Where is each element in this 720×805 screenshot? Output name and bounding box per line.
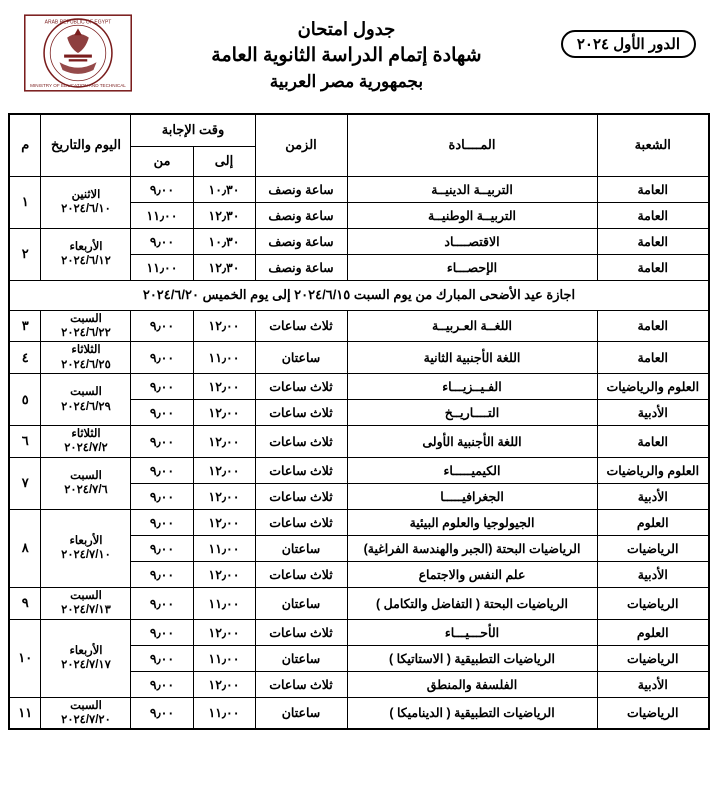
table-row	[9, 426, 709, 458]
cell-day-date	[41, 310, 131, 342]
cell-branch: الرياضيات	[597, 697, 709, 729]
cell-day: السبت	[70, 386, 102, 399]
cell-from: ٩٫٠٠	[131, 509, 193, 535]
cell-day-date	[41, 176, 131, 228]
cell-duration: ثلاث ساعات	[255, 310, 347, 342]
cell-from: ٩٫٠٠	[131, 457, 193, 483]
header-to: إلى	[193, 146, 255, 176]
cell-to: ١٢٫٠٠	[193, 561, 255, 587]
cell-day-date	[41, 697, 131, 729]
cell-to: ١٠٫٣٠	[193, 228, 255, 254]
cell-to: ١٢٫٠٠	[193, 310, 255, 342]
cell-to: ١٢٫٠٠	[193, 457, 255, 483]
cell-subject: الرياضيات التطبيقية ( الديناميكا )	[347, 697, 597, 729]
cell-from: ٩٫٠٠	[131, 671, 193, 697]
cell-from: ٩٫٠٠	[131, 400, 193, 426]
cell-branch: الرياضيات	[597, 535, 709, 561]
header-duration: الزمن	[255, 114, 347, 176]
cell-subject: الجغرافيـــــا	[347, 483, 597, 509]
cell-duration: ساعتان	[255, 645, 347, 671]
cell-duration: ثلاث ساعات	[255, 457, 347, 483]
cell-subject: الفلسفة والمنطق	[347, 671, 597, 697]
cell-to: ١١٫٠٠	[193, 697, 255, 729]
cell-day-date	[41, 587, 131, 619]
cell-day-date	[41, 374, 131, 426]
cell-subject: الإحصـــاء	[347, 254, 597, 280]
header-subject: المــــادة	[347, 114, 597, 176]
cell-day-date	[41, 342, 131, 374]
cell-no: ٦	[9, 426, 41, 458]
cell-duration: ساعة ونصف	[255, 228, 347, 254]
cell-from: ٩٫٠٠	[131, 310, 193, 342]
cell-from: ٩٫٠٠	[131, 374, 193, 400]
cell-day: الأربعاء	[69, 240, 103, 253]
cell-subject: الرياضيات التطبيقية ( الاستاتيكا )	[347, 645, 597, 671]
table-row	[9, 374, 709, 400]
cell-from: ٩٫٠٠	[131, 426, 193, 458]
cell-from: ٩٫٠٠	[131, 619, 193, 645]
cell-subject: الاقتصــــاد	[347, 228, 597, 254]
cell-no: ٨	[9, 509, 41, 587]
table-row	[9, 310, 709, 342]
cell-from: ١١٫٠٠	[131, 254, 193, 280]
cell-subject: الجيولوجيا والعلوم البيئية	[347, 509, 597, 535]
cell-day: السبت	[70, 589, 102, 602]
cell-subject: الرياضيات البحتة ( التفاضل والتكامل )	[347, 587, 597, 619]
round-label: الدور الأول ٢٠٢٤	[561, 30, 696, 58]
cell-to: ١١٫٠٠	[193, 587, 255, 619]
cell-day-date	[41, 457, 131, 509]
header-m: م	[9, 114, 41, 176]
svg-text:MINISTRY OF EDUCATION AND TECH: MINISTRY OF EDUCATION AND TECHNICAL	[30, 82, 126, 88]
cell-duration: ساعة ونصف	[255, 176, 347, 202]
cell-to: ١٢٫٠٠	[193, 426, 255, 458]
cell-day-date	[41, 426, 131, 458]
cell-day-date	[41, 509, 131, 587]
cell-to: ١٠٫٣٠	[193, 176, 255, 202]
cell-branch: الأدبية	[597, 561, 709, 587]
title-line-3: بجمهورية مصر العربية	[269, 71, 424, 91]
cell-date: ٢٠٢٤/٦/١٢	[61, 255, 111, 267]
cell-subject: الكيميـــــاء	[347, 457, 597, 483]
cell-date: ٢٠٢٤/٦/٢٥	[61, 358, 111, 371]
cell-duration: ثلاث ساعات	[255, 561, 347, 587]
cell-branch: العامة	[597, 202, 709, 228]
cell-from: ٩٫٠٠	[131, 697, 193, 729]
cell-subject: الفـيــزيـــاء	[347, 374, 597, 400]
title-line-1: جدول امتحان	[297, 19, 396, 39]
cell-branch: العامة	[597, 228, 709, 254]
cell-date: ٢٠٢٤/٧/١٣	[61, 604, 111, 617]
cell-to: ١٢٫٠٠	[193, 483, 255, 509]
cell-day: السبت	[70, 699, 102, 712]
title-line-2: شهادة إتمام الدراسة الثانوية العامة	[211, 45, 482, 67]
cell-branch: الأدبية	[597, 671, 709, 697]
cell-date: ٢٠٢٤/٦/١٠	[61, 203, 111, 215]
cell-from: ٩٫٠٠	[131, 342, 193, 374]
cell-duration: ساعتان	[255, 587, 347, 619]
cell-to: ١٢٫٠٠	[193, 400, 255, 426]
cell-to: ١٢٫٠٠	[193, 671, 255, 697]
cell-branch: الأدبية	[597, 483, 709, 509]
cell-no: ٤	[9, 342, 41, 374]
table-row	[9, 342, 709, 374]
cell-day: الأربعاء	[69, 644, 103, 657]
cell-duration: ثلاث ساعات	[255, 374, 347, 400]
cell-day: الأربعاء	[69, 534, 103, 547]
cell-to: ١٢٫٠٠	[193, 619, 255, 645]
cell-branch: العلوم والرياضيات	[597, 374, 709, 400]
cell-subject: اللغة الأجنبية الأولى	[347, 426, 597, 458]
holiday-row	[9, 280, 709, 310]
cell-day: الثلاثاء	[71, 428, 101, 440]
cell-branch: الرياضيات	[597, 645, 709, 671]
cell-day: السبت	[70, 469, 102, 482]
table-row	[9, 228, 709, 254]
cell-date: ٢٠٢٤/٧/٢٠	[61, 713, 111, 726]
cell-to: ١٢٫٣٠	[193, 202, 255, 228]
table-row	[9, 587, 709, 619]
cell-branch: الرياضيات	[597, 587, 709, 619]
header-answer-time: وقت الإجابة	[131, 114, 255, 146]
cell-subject: علم النفس والاجتماع	[347, 561, 597, 587]
table-row	[9, 457, 709, 483]
cell-date: ٢٠٢٤/٧/٢	[64, 442, 108, 455]
cell-to: ١٢٫٠٠	[193, 509, 255, 535]
cell-to: ١١٫٠٠	[193, 645, 255, 671]
cell-from: ٩٫٠٠	[131, 587, 193, 619]
cell-from: ١١٫٠٠	[131, 202, 193, 228]
cell-from: ٩٫٠٠	[131, 176, 193, 202]
cell-from: ٩٫٠٠	[131, 483, 193, 509]
ministry-logo-icon	[24, 14, 132, 92]
cell-no: ١٠	[9, 619, 41, 697]
cell-subject: اللغــة العـربيــة	[347, 310, 597, 342]
cell-duration: ثلاث ساعات	[255, 483, 347, 509]
cell-branch: الأدبية	[597, 400, 709, 426]
cell-no: ٢	[9, 228, 41, 280]
header-branch: الشعبة	[597, 114, 709, 176]
cell-date: ٢٠٢٤/٦/٢٩	[61, 400, 111, 413]
cell-branch: العامة	[597, 342, 709, 374]
cell-date: ٢٠٢٤/٧/١٠	[61, 549, 111, 562]
cell-to: ١١٫٠٠	[193, 342, 255, 374]
table-row	[9, 697, 709, 729]
header-day-date: اليوم والتاريخ	[41, 114, 131, 176]
table-header-row-top	[9, 114, 709, 146]
cell-branch: العامة	[597, 310, 709, 342]
cell-duration: ساعتان	[255, 697, 347, 729]
cell-no: ١	[9, 176, 41, 228]
cell-duration: ثلاث ساعات	[255, 671, 347, 697]
cell-from: ٩٫٠٠	[131, 561, 193, 587]
document-header	[10, 8, 710, 113]
cell-day: السبت	[70, 312, 102, 325]
cell-day-date	[41, 228, 131, 280]
table-row	[9, 619, 709, 645]
cell-duration: ثلاث ساعات	[255, 619, 347, 645]
table-row	[9, 509, 709, 535]
cell-to: ١٢٫٠٠	[193, 374, 255, 400]
cell-no: ١١	[9, 697, 41, 729]
cell-date: ٢٠٢٤/٧/٦	[64, 484, 108, 497]
cell-branch: العامة	[597, 254, 709, 280]
cell-from: ٩٫٠٠	[131, 535, 193, 561]
cell-subject: التربيــة الدينيــة	[347, 176, 597, 202]
cell-subject: التــــاريــخ	[347, 400, 597, 426]
cell-no: ٣	[9, 310, 41, 342]
cell-subject: الرياضيات البحتة (الجبر والهندسة الفراغية)	[347, 535, 597, 561]
cell-to: ١١٫٠٠	[193, 535, 255, 561]
holiday-text: اجازة عيد الأضحى المبارك من يوم السبت ٢٠٢٤/٦/١٥ إلى يوم الخميس ٢٠٢٤/٦/٢٠	[9, 280, 709, 310]
cell-duration: ثلاث ساعات	[255, 509, 347, 535]
cell-subject: التربيــة الوطنيــة	[347, 202, 597, 228]
cell-no: ٥	[9, 374, 41, 426]
cell-no: ٧	[9, 457, 41, 509]
cell-subject: اللغة الأجنبية الثانية	[347, 342, 597, 374]
page-title	[132, 16, 561, 94]
cell-subject: الأحـــيـــاء	[347, 619, 597, 645]
cell-branch: العلوم والرياضيات	[597, 457, 709, 483]
cell-duration: ثلاث ساعات	[255, 426, 347, 458]
exam-schedule-table	[8, 113, 710, 730]
cell-day-date	[41, 619, 131, 697]
table-row	[9, 176, 709, 202]
cell-day: الاثنين	[71, 188, 101, 201]
cell-branch: العلوم	[597, 509, 709, 535]
cell-to: ١٢٫٣٠	[193, 254, 255, 280]
cell-date: ٢٠٢٤/٦/٢٢	[61, 326, 111, 339]
cell-no: ٩	[9, 587, 41, 619]
cell-from: ٩٫٠٠	[131, 228, 193, 254]
cell-date: ٢٠٢٤/٧/١٧	[61, 659, 111, 671]
cell-duration: ساعة ونصف	[255, 202, 347, 228]
cell-duration: ثلاث ساعات	[255, 400, 347, 426]
header-from: من	[131, 146, 193, 176]
cell-branch: العلوم	[597, 619, 709, 645]
cell-branch: العامة	[597, 426, 709, 458]
cell-day: الثلاثاء	[71, 344, 101, 357]
cell-duration: ساعتان	[255, 535, 347, 561]
cell-duration: ساعة ونصف	[255, 254, 347, 280]
cell-duration: ساعتان	[255, 342, 347, 374]
svg-text:ARAB REPUBLIC OF EGYPT: ARAB REPUBLIC OF EGYPT	[44, 19, 112, 26]
cell-branch: العامة	[597, 176, 709, 202]
cell-from: ٩٫٠٠	[131, 645, 193, 671]
